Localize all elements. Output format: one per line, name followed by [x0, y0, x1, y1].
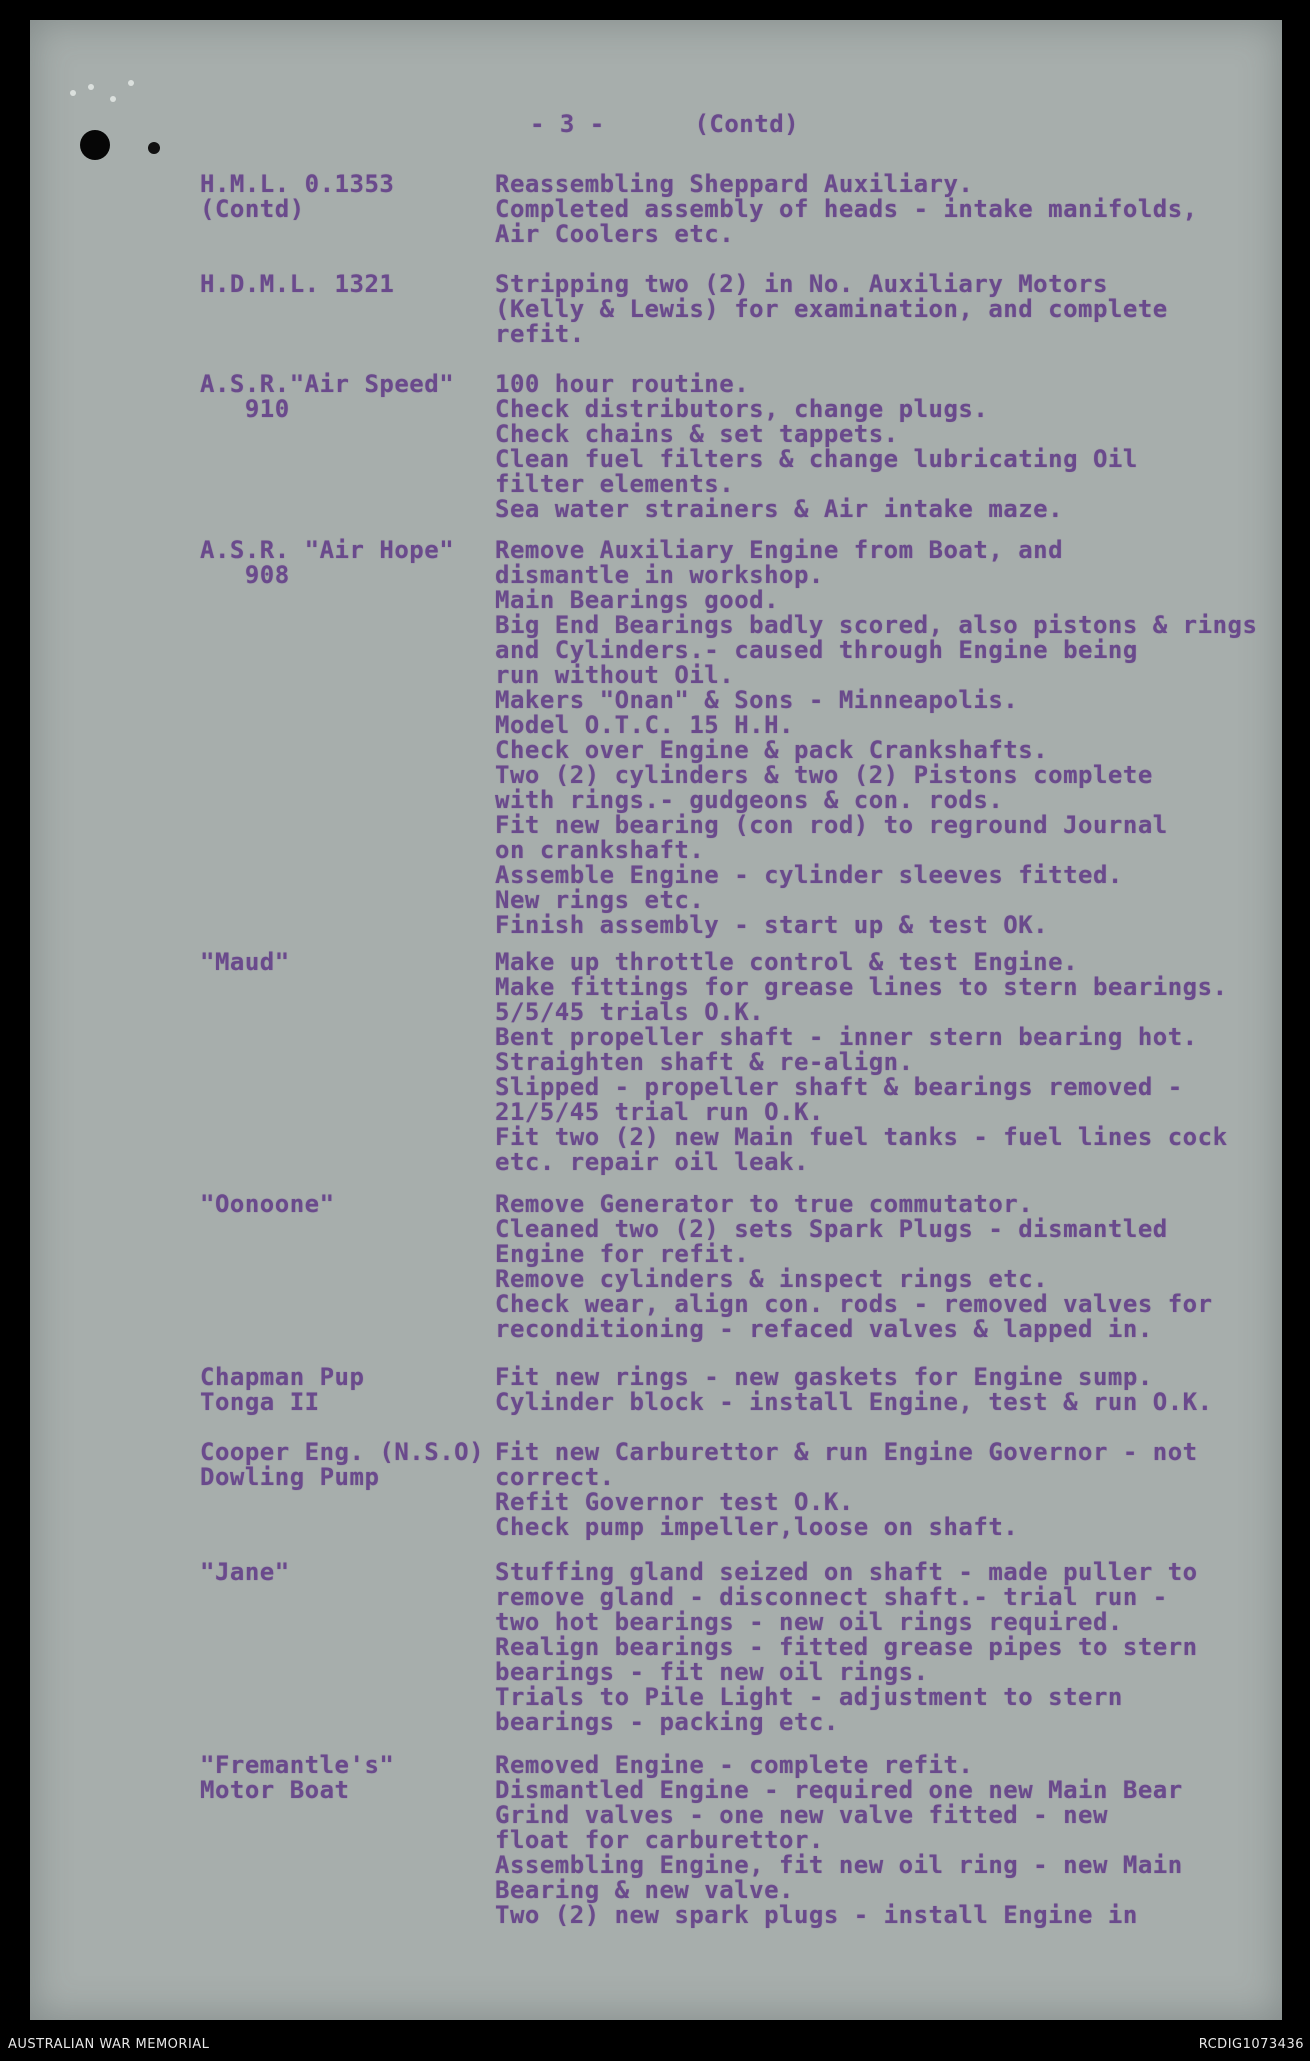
entry-work-description: Fit new rings - new gaskets for Engine sump. Cylinder block - install Engine, test & run O.K.: [495, 1363, 1213, 1416]
entry-work-description: Remove Generator to true commutator. Cleaned two (2) sets Spark Plugs - dismantled Engine for refit. Remove cylinders & inspect rings etc. Check wear, align con. rods - removed valves for reconditioning - refaced valves & lapped in.: [495, 1190, 1213, 1343]
entry-vessel: "Maud": [200, 948, 290, 976]
entry-vessel: Cooper Eng. (N.S.O) Dowling Pump: [200, 1438, 485, 1491]
paper-speck: [70, 90, 76, 96]
paper-speck: [110, 96, 116, 102]
entry-work-description: Fit new Carburettor & run Engine Governor - not correct. Refit Governor test O.K. Check pump impeller,loose on shaft.: [495, 1438, 1198, 1541]
entry-vessel: Chapman Pup Tonga II: [200, 1363, 365, 1416]
page-header: - 3 - (Contd): [530, 110, 800, 138]
entry-work-description: Reassembling Sheppard Auxiliary. Completed assembly of heads - intake manifolds, Air Coolers etc.: [495, 170, 1198, 248]
punch-hole-small: [148, 142, 160, 154]
paper-speck: [88, 84, 94, 90]
entry-vessel: A.S.R. "Air Hope" 908: [200, 536, 455, 589]
entry-vessel: A.S.R."Air Speed" 910: [200, 370, 455, 423]
entry-vessel: "Jane": [200, 1558, 290, 1586]
archive-reference: RCDIG1073436: [1198, 2037, 1304, 2052]
paper-speck: [128, 80, 134, 86]
entry-work-description: Stuffing gland seized on shaft - made puller to remove gland - disconnect shaft.- trial run - two hot bearings - new oil rings required. Realign bearings - fitted grease pipes to stern bearings - fit new oil rings. Trials to Pile Light - adjustment to stern bearings - packing etc.: [495, 1558, 1198, 1736]
entry-work-description: 100 hour routine. Check distributors, change plugs. Check chains & set tappets. Clean fuel filters & change lubricating Oil filter elements. Sea water strainers & Air intake maze.: [495, 370, 1138, 523]
entry-vessel: "Fremantle's" Motor Boat: [200, 1751, 395, 1804]
punch-hole: [80, 130, 110, 160]
archive-credit: AUSTRALIAN WAR MEMORIAL: [8, 2037, 210, 2052]
entry-vessel: H.D.M.L. 1321: [200, 270, 395, 298]
entry-work-description: Remove Auxiliary Engine from Boat, and dismantle in workshop. Main Bearings good. Big End Bearings badly scored, also pistons & rings and Cylinders.- caused through Engine being run without Oil. Makers "Onan" & Sons - Minneapolis. Model O.T.C. 15 H.H. Check over Engine & pack Crankshafts. Two (2) cylinders & two (2) Pistons complete with rings.- gudgeons & con. rods. Fit new bearing (con rod) to reground Journal on crankshaft. Assemble Engine - cylinder sleeves fitted. New rings etc. Finish assembly - start up & test OK.: [495, 536, 1258, 939]
entry-vessel: "Oonoone": [200, 1190, 335, 1218]
entry-work-description: Make up throttle control & test Engine. Make fittings for grease lines to stern bearings. 5/5/45 trials O.K. Bent propeller shaft - inner stern bearing hot. Straighten shaft & re-align. Slipped - propeller shaft & bearings removed - 21/5/45 trial run O.K. Fit two (2) new Main fuel tanks - fuel lines cock etc. repair oil leak.: [495, 948, 1228, 1176]
entry-work-description: Removed Engine - complete refit. Dismantled Engine - required one new Main Bear Grind valves - one new valve fitted - new float for carburettor. Assembling Engine, fit new oil ring - new Main Bearing & new valve. Two (2) new spark plugs - install Engine in: [495, 1751, 1183, 1929]
entry-vessel: H.M.L. 0.1353 (Contd): [200, 170, 395, 223]
entry-work-description: Stripping two (2) in No. Auxiliary Motors (Kelly & Lewis) for examination, and complete refit.: [495, 270, 1168, 348]
